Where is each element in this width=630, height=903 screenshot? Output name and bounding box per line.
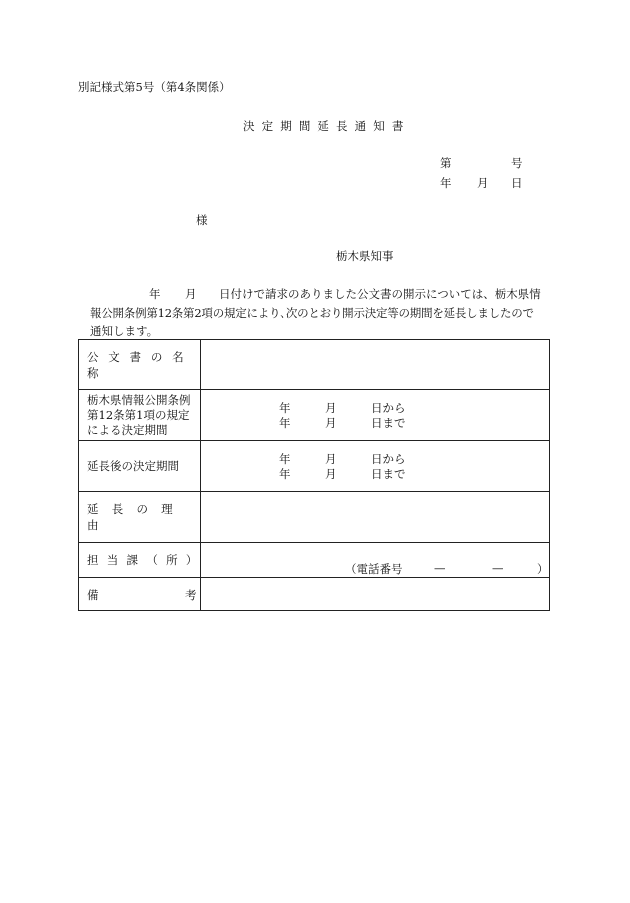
department-cell[interactable] [201, 543, 550, 578]
period-from-line: 年 月 日から [279, 452, 406, 466]
sender: 栃木県知事 [336, 249, 394, 263]
date-day: 日 [511, 176, 523, 190]
period-to-line: 年 月 日まで [279, 416, 406, 430]
row-remarks [79, 578, 550, 611]
original-period-label: 栃木県情報公開条例 第12条第1項の規定 による決定期間 [79, 390, 201, 441]
phone-close: ） [537, 562, 549, 576]
original-period-cell[interactable] [201, 390, 550, 441]
row-reason [79, 492, 550, 543]
row-document-name [79, 340, 550, 390]
remarks-cell[interactable] [201, 578, 550, 611]
period-from-line: 年 月 日から [279, 401, 406, 415]
phone-label: （電話番号 [345, 562, 403, 576]
date-year: 年 [440, 176, 452, 190]
form-id: 別記様式第5号（第4条関係） [78, 80, 231, 94]
phone-dash-1: — [434, 561, 446, 575]
row-extended-period [79, 441, 550, 492]
remarks-label-2: 考 [185, 588, 197, 602]
reason-label: 延長の理由 [87, 502, 186, 532]
body-line1: 日付けで請求のありました公文書の開示については、栃木県情 [219, 287, 541, 301]
body-year: 年 [149, 287, 161, 301]
form-table [78, 339, 550, 611]
body-line2: 報公開条例第12条第2項の規定により､次のとおり開示決定等の期間を延長しましたので [90, 306, 534, 320]
body-line3: 通知します。 [90, 324, 159, 338]
department-label: 担当課（所） [87, 553, 206, 567]
body-month: 月 [185, 287, 197, 301]
row-department [79, 543, 550, 578]
number-suffix: 号 [511, 156, 523, 170]
document-title: 決 定 期 間 延 長 通 知 書 [243, 119, 406, 133]
recipient-suffix: 様 [196, 213, 208, 227]
document-name-label: 公文書の名称 [87, 349, 194, 380]
reason-cell[interactable] [201, 492, 550, 543]
document-name-cell[interactable] [201, 340, 550, 390]
extended-period-label: 延長後の決定期間 [87, 459, 179, 473]
row-original-period [79, 390, 550, 441]
phone-dash-2: — [492, 561, 504, 575]
extended-period-cell[interactable] [201, 441, 550, 492]
date-month: 月 [477, 176, 489, 190]
number-prefix: 第 [440, 156, 452, 170]
remarks-label-1: 備 [87, 588, 99, 602]
period-to-line: 年 月 日まで [279, 467, 406, 481]
